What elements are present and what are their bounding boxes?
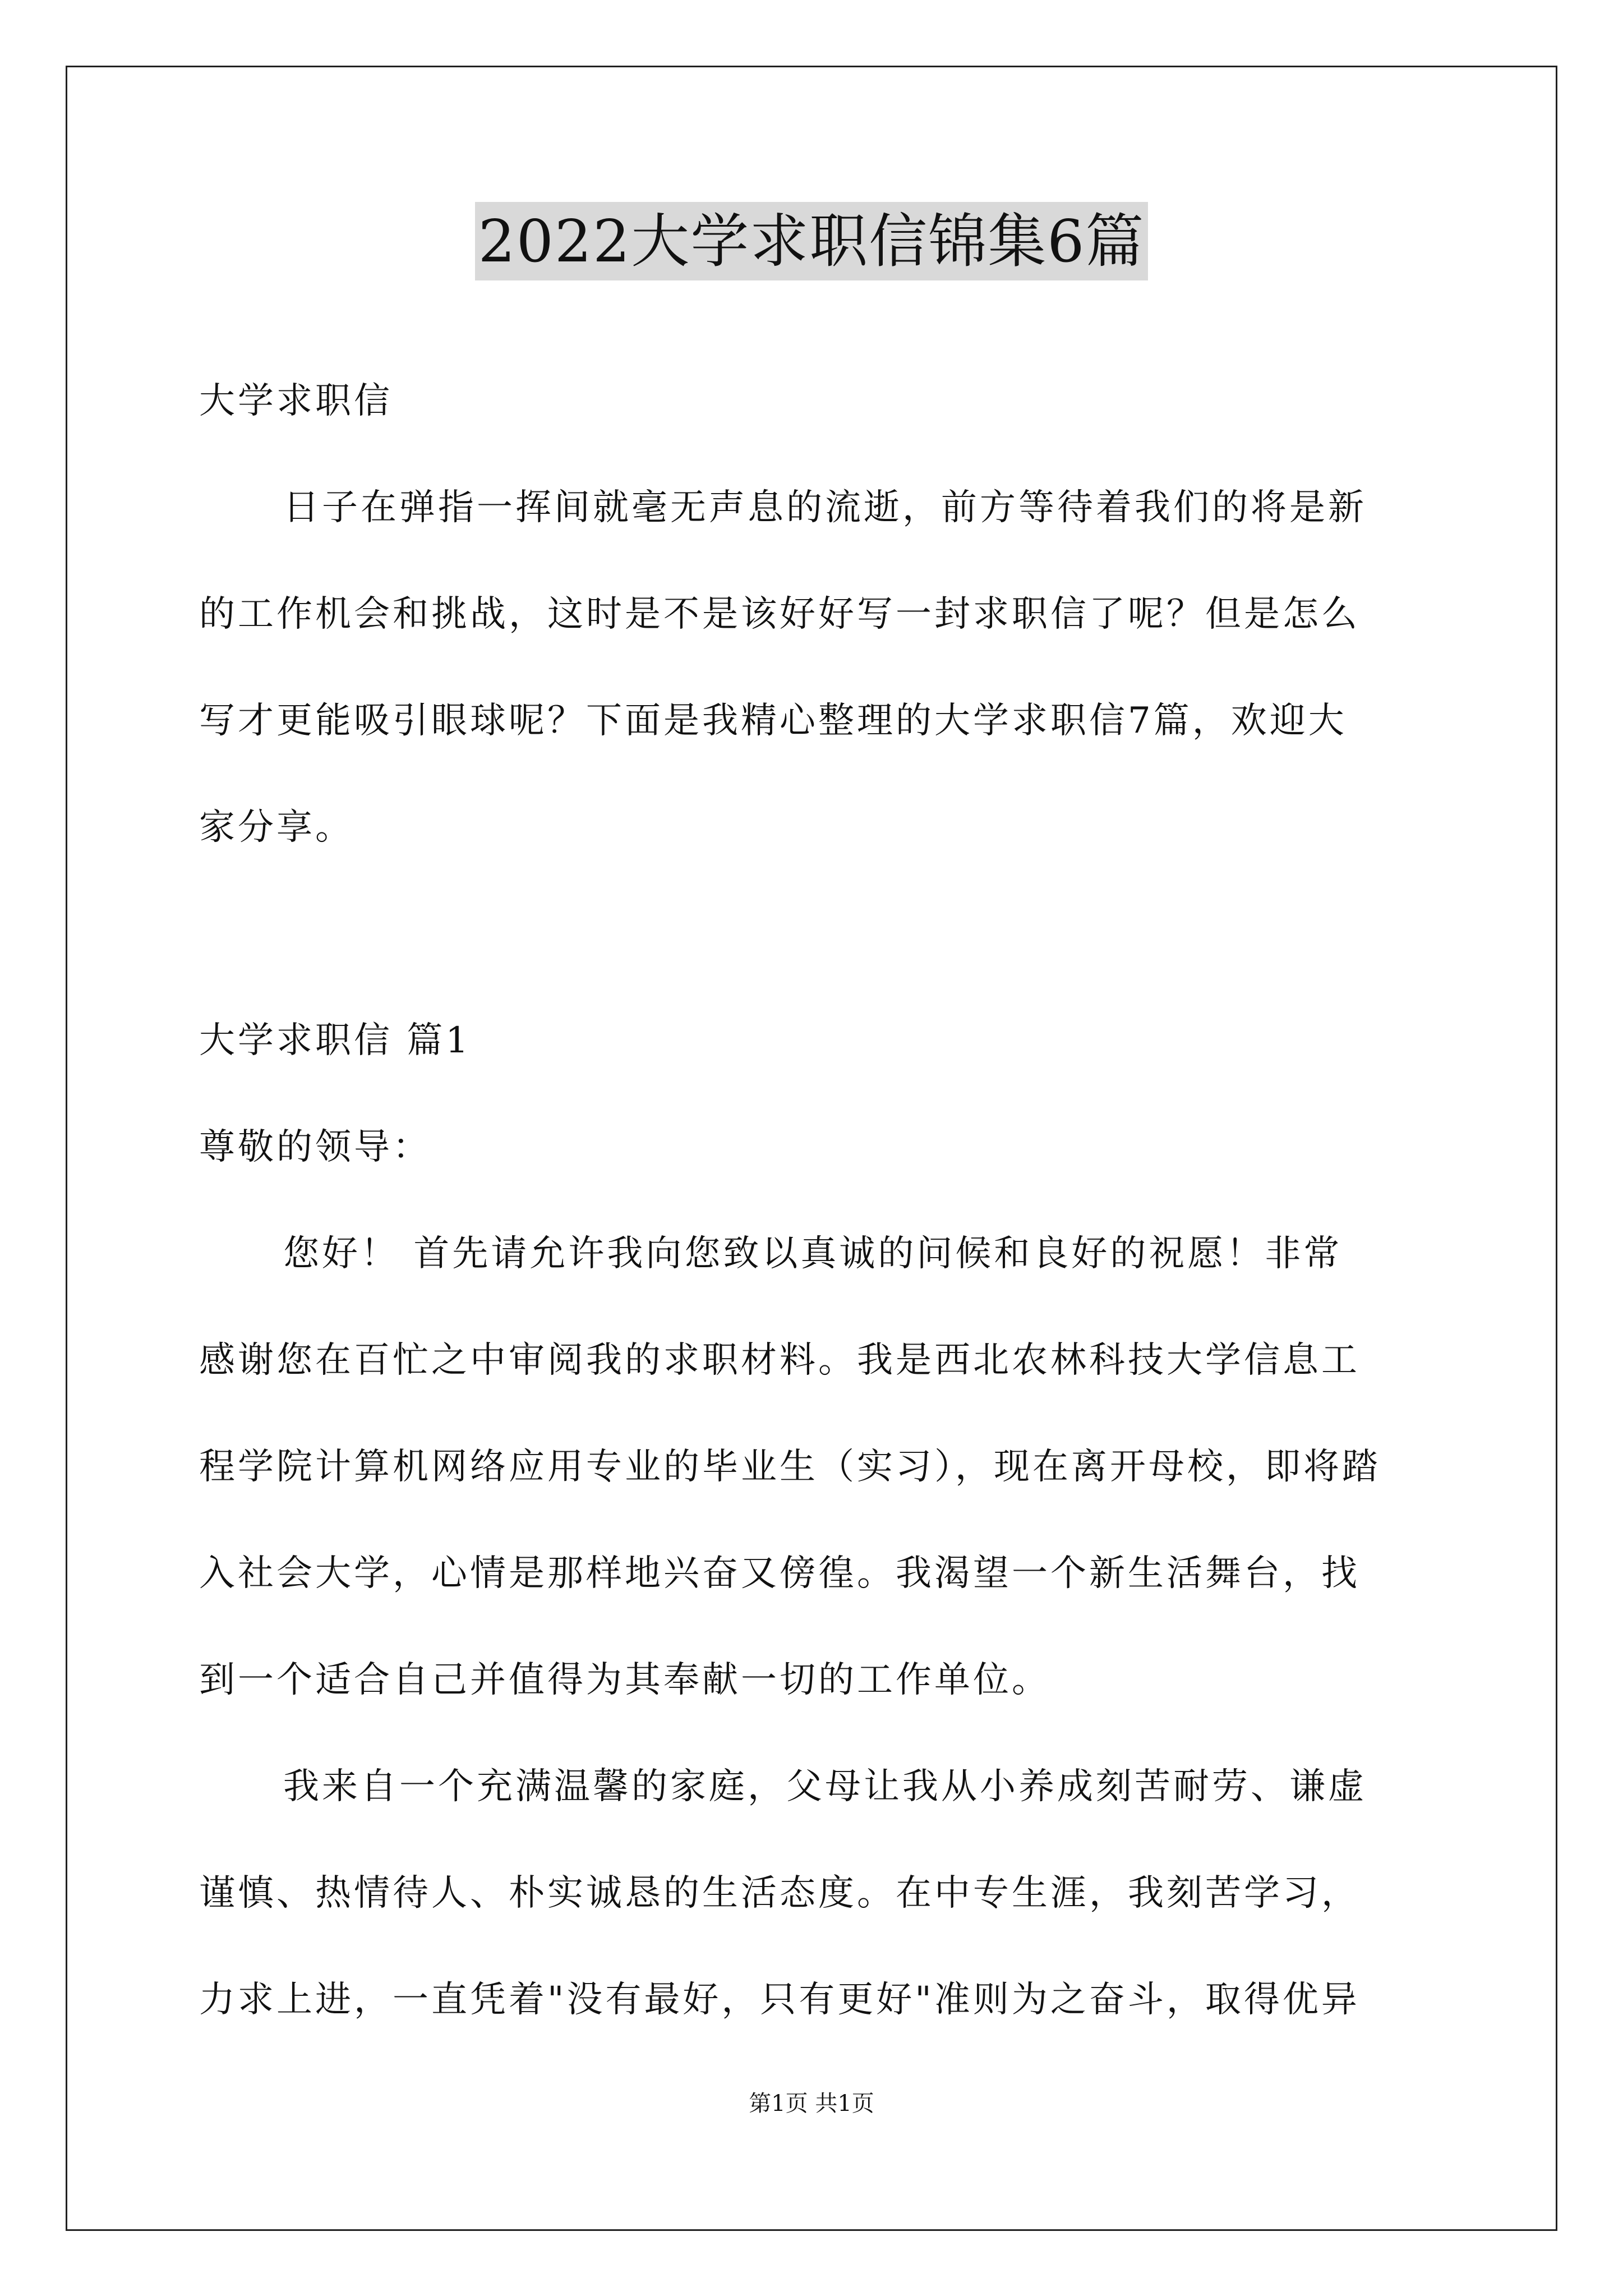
paragraph-line: 力求上进，一直凭着"没有最好，只有更好"准则为之奋斗，取得优异 bbox=[199, 1979, 1360, 2021]
paragraph-line: 家分享。 bbox=[199, 807, 354, 848]
paragraph-line: 到一个适合自己并值得为其奉献一切的工作单位。 bbox=[199, 1659, 1050, 1701]
paragraph-line: 谨慎、热情待人、朴实诚恳的生活态度。在中专生涯，我刻苦学习， bbox=[199, 1872, 1360, 1914]
paragraph-line: 日子在弹指一挥间就毫无声息的流逝，前方等待着我们的将是新 bbox=[283, 487, 1367, 528]
paragraph-line: 入社会大学，心情是那样地兴奋又傍徨。我渴望一个新生活舞台，找 bbox=[199, 1553, 1360, 1594]
salutation: 尊敬的领导： bbox=[199, 1126, 431, 1168]
document-title: 2022大学求职信锦集6篇 bbox=[475, 202, 1149, 280]
paragraph-line: 我来自一个充满温馨的家庭，父母让我从小养成刻苦耐劳、谦虚 bbox=[283, 1766, 1367, 1807]
section-heading-intro: 大学求职信 bbox=[199, 380, 393, 422]
document-body bbox=[199, 348, 1427, 2053]
paragraph-line: 写才更能吸引眼球呢？下面是我精心整理的大学求职信7篇，欢迎大 bbox=[199, 700, 1347, 742]
paragraph-line: 程学院计算机网络应用专业的毕业生（实习），现在离开母校，即将踏 bbox=[199, 1446, 1381, 1488]
section-heading-letter-1: 大学求职信 篇1 bbox=[199, 1020, 472, 1061]
title-container bbox=[0, 202, 1623, 280]
page-footer: 第1页 共1页 bbox=[749, 2091, 874, 2116]
paragraph-line: 感谢您在百忙之中审阅我的求职材料。我是西北农林科技大学信息工 bbox=[199, 1340, 1360, 1381]
paragraph-line: 您好！ 首先请允许我向您致以真诚的问候和良好的祝愿！非常 bbox=[283, 1233, 1343, 1274]
paragraph-line: 的工作机会和挑战，这时是不是该好好写一封求职信了呢？但是怎么 bbox=[199, 593, 1360, 635]
